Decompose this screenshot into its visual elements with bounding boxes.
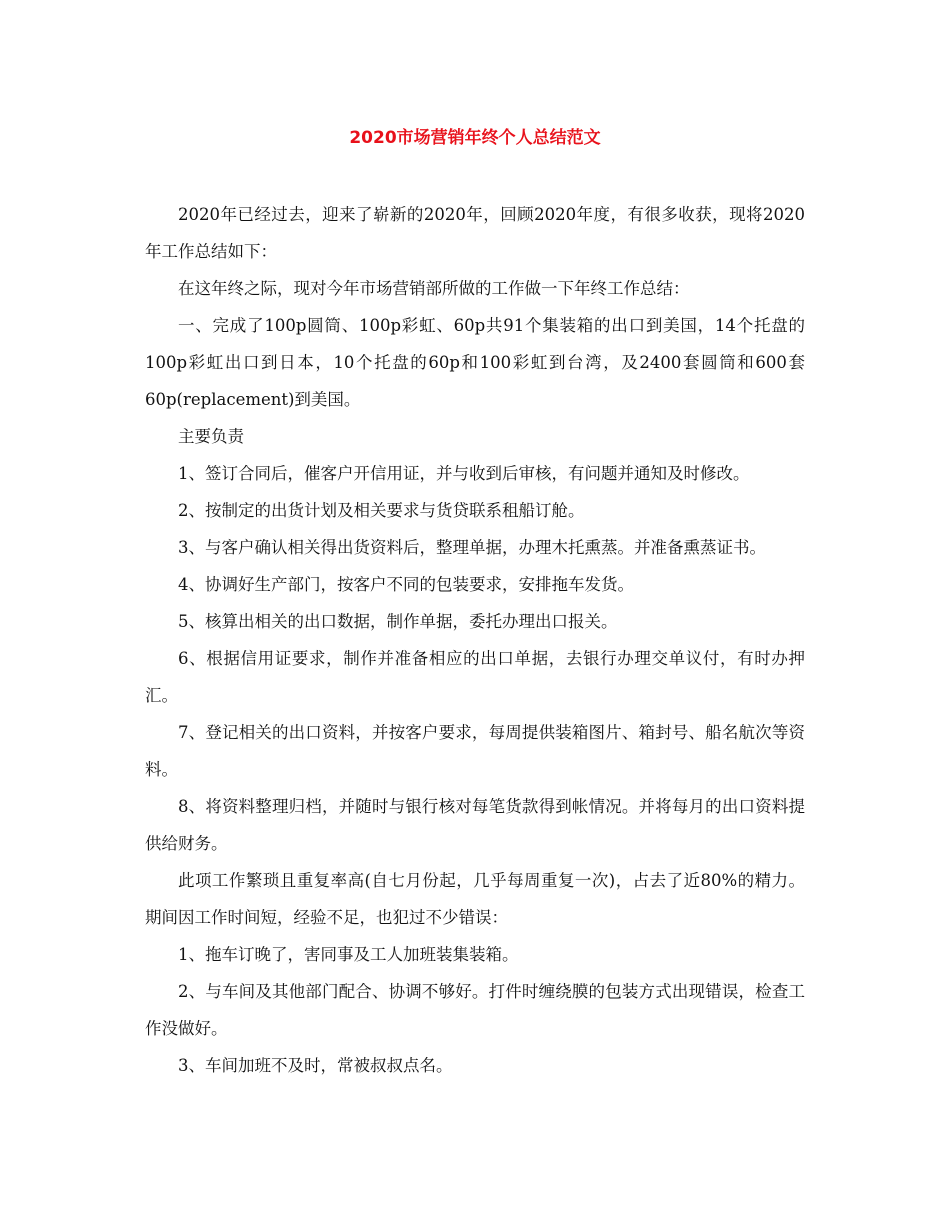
document-title: 2020市场营销年终个人总结范文	[349, 128, 601, 148]
paragraph-duty-2: 2、按制定的出货计划及相关要求与货贷联系租船订舱。	[178, 501, 585, 520]
document-body	[145, 196, 805, 1084]
paragraph-mistake-1: 1、拖车订晚了，害同事及工人加班装集装箱。	[178, 945, 519, 964]
paragraph-duty-8: 8、将资料整理归档，并随时与银行核对每笔货款得到帐情况。并将每月的出口资料提供给财务。	[145, 797, 805, 853]
paragraph-duty-3: 3、与客户确认相关得出货资料后，整理单据，办理木托熏蒸。并准备熏蒸证书。	[178, 538, 766, 557]
paragraph-mistake-2: 2、与车间及其他部门配合、协调不够好。打件时缠绕膜的包装方式出现错误，检查工作没做好。	[145, 982, 805, 1038]
paragraph-duty-6: 6、根据信用证要求，制作并准备相应的出口单据，去银行办理交单议付，有时办押汇。	[145, 649, 805, 705]
paragraph-summary-lead: 在这年终之际，现对今年市场营销部所做的工作做一下年终工作总结：	[178, 279, 690, 298]
paragraph-intro: 2020年已经过去，迎来了崭新的2020年，回顾2020年度，有很多收获，现将2020年工作总结如下：	[145, 205, 805, 261]
paragraph-achievements: 一、完成了100p圆筒、100p彩虹、60p共91个集装箱的出口到美国，14个托盘的100p彩虹出口到日本，10个托盘的60p和100彩虹到台湾，及2400套圆筒和600套60p(replacement)到美国。	[145, 316, 805, 409]
paragraph-duty-5: 5、核算出相关的出口数据，制作单据，委托办理出口报关。	[178, 612, 618, 631]
paragraph-duty-1: 1、签订合同后，催客户开信用证，并与收到后审核，有问题并通知及时修改。	[178, 464, 750, 483]
paragraph-duty-7: 7、登记相关的出口资料，并按客户要求，每周提供装箱图片、箱封号、船名航次等资料。	[145, 723, 805, 779]
paragraph-mistake-3: 3、车间加班不及时，常被叔叔点名。	[178, 1056, 453, 1075]
paragraph-workload: 此项工作繁琐且重复率高(自七月份起，几乎每周重复一次)，占去了近80%的精力。期间因工作时间短，经验不足，也犯过不少错误：	[145, 871, 805, 927]
paragraph-duty-4: 4、协调好生产部门，按客户不同的包装要求，安排拖车发货。	[178, 575, 634, 594]
paragraph-responsibilities-heading: 主要负责	[178, 427, 244, 446]
